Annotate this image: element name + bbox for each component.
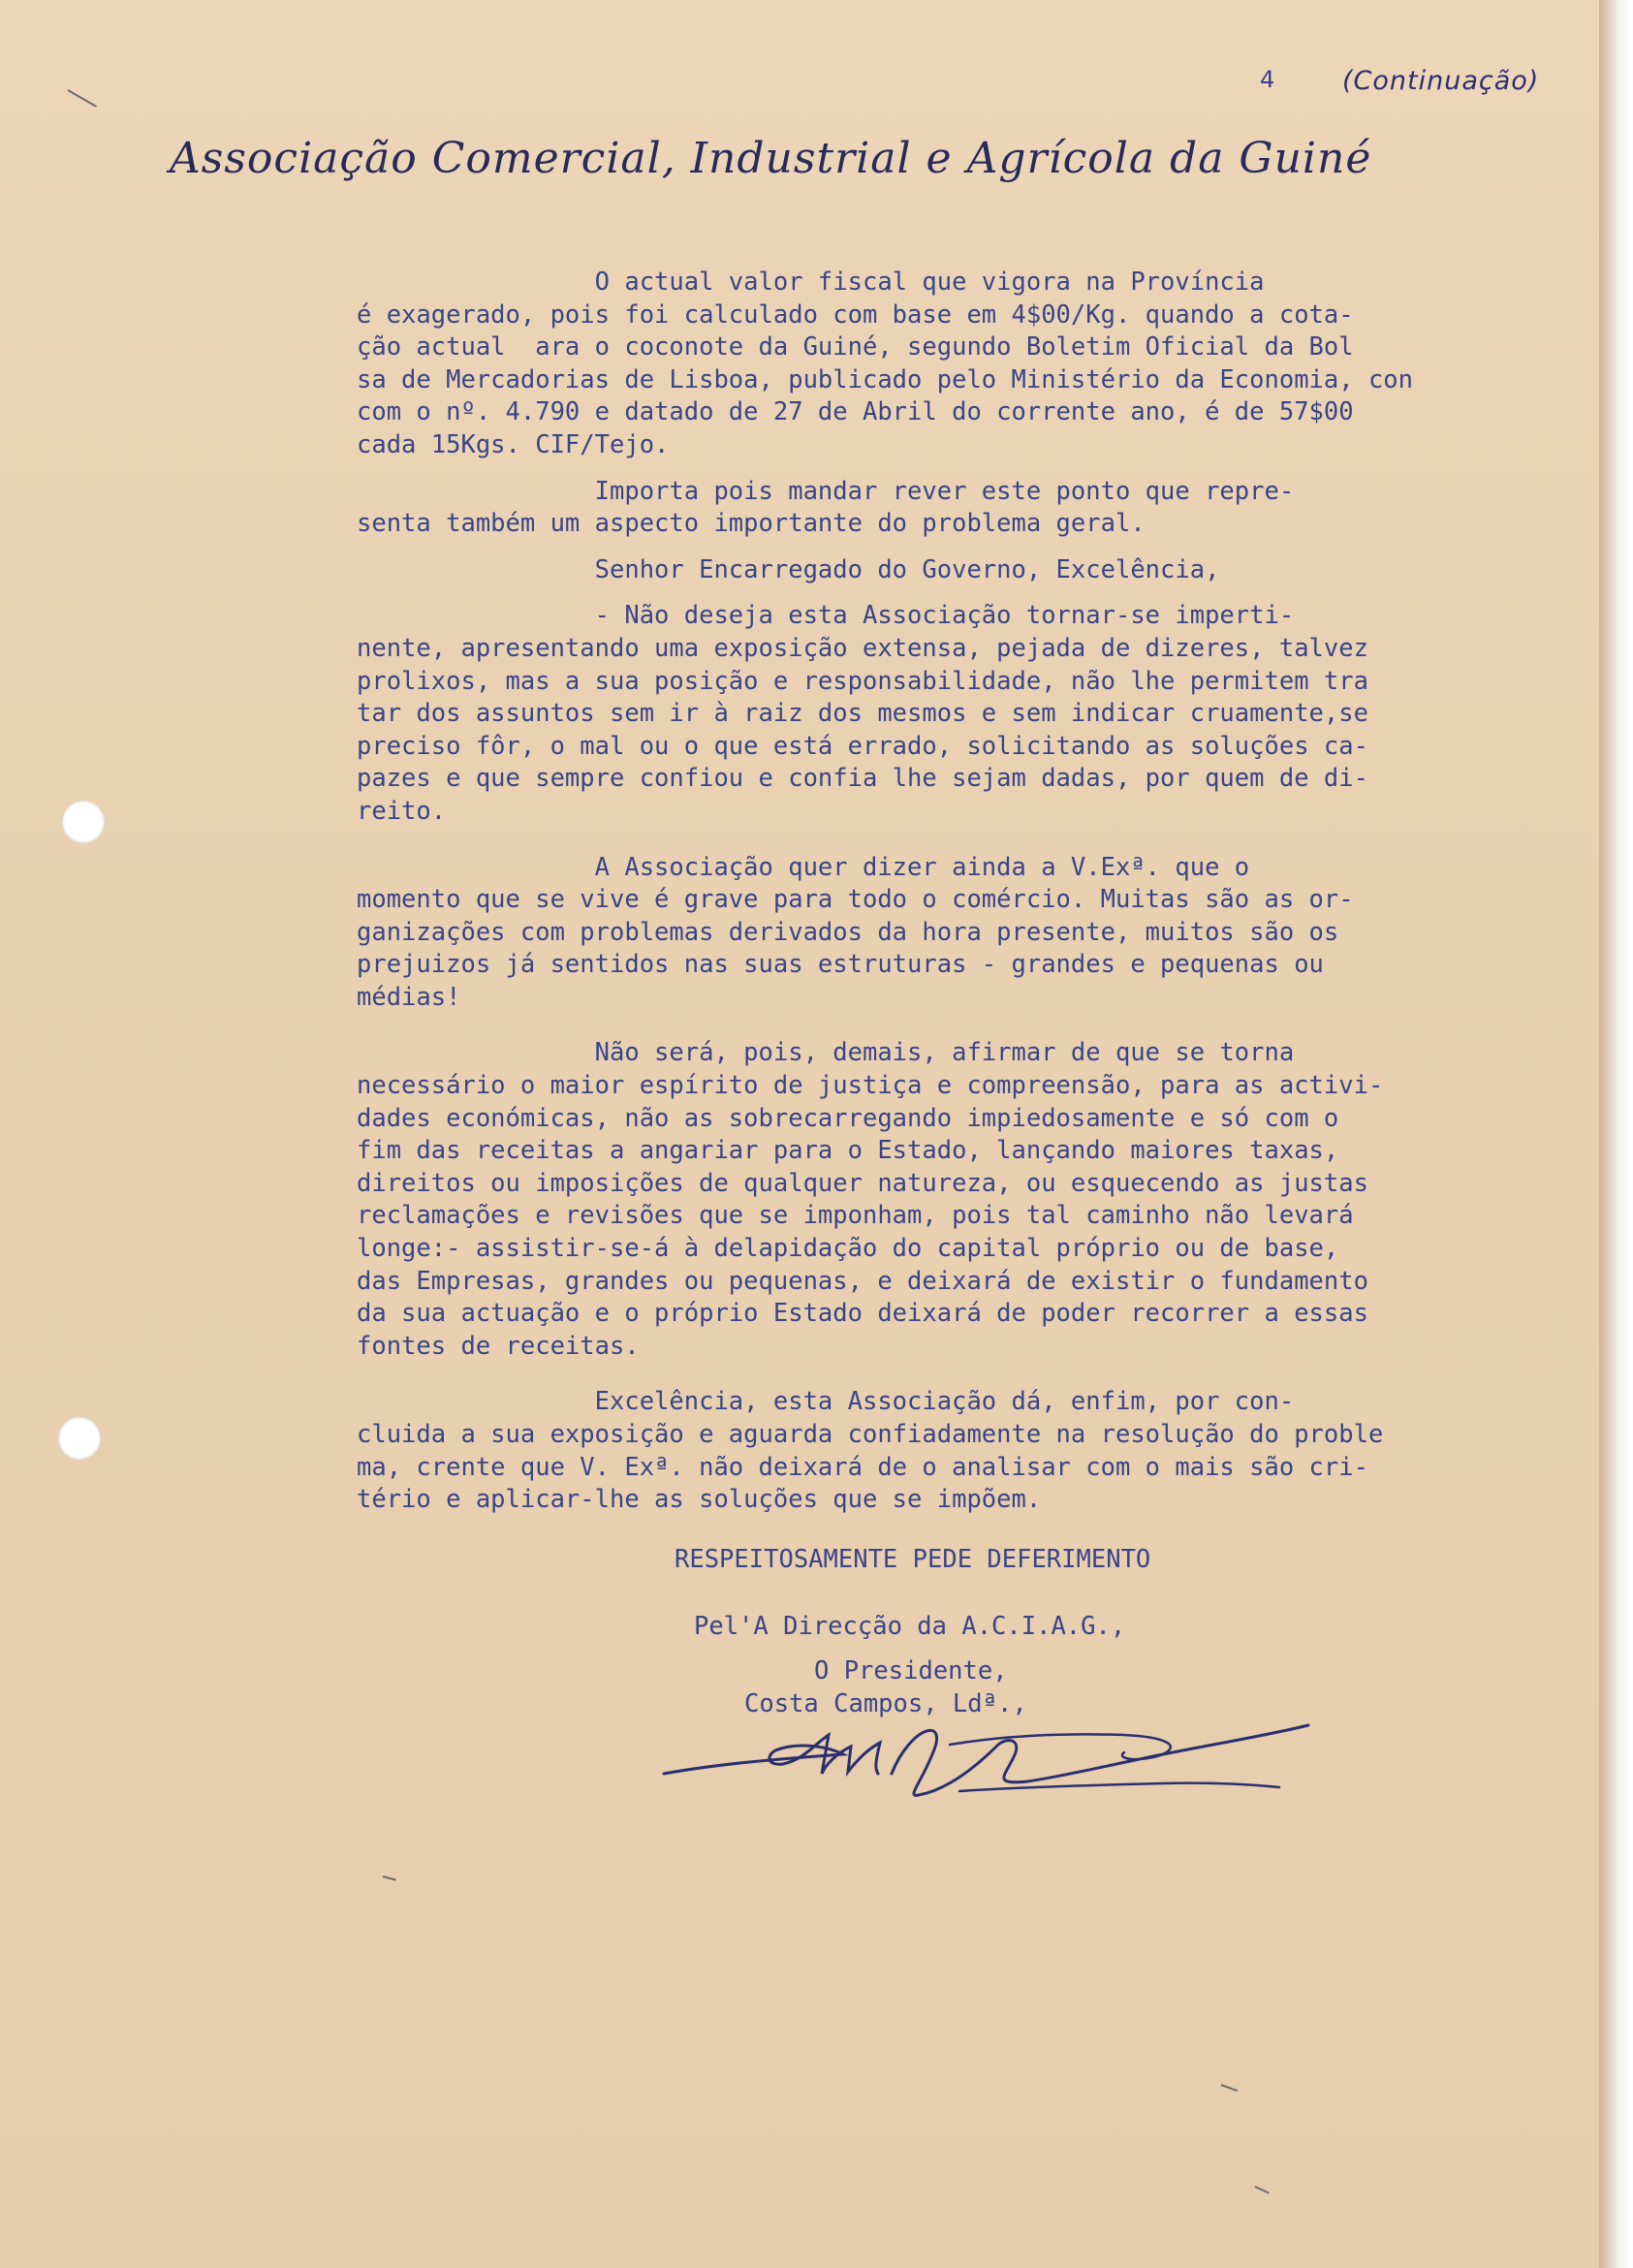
punch-hole <box>62 801 105 843</box>
text-line: médias! <box>357 982 461 1012</box>
text-line: ma, crente que V. Exª. não deixará de o analisar com o mais são cri- <box>357 1452 1368 1482</box>
text-line: tar dos assuntos sem ir à raiz dos mesmos e sem indicar cruamente,se <box>357 699 1368 729</box>
closing-block <box>357 1544 1568 1720</box>
text-line: dades económicas, não as sobrecarregando impiedosamente e só com o <box>357 1103 1339 1133</box>
closing-formula: RESPEITOSAMENTE PEDE DEFERIMENTO <box>675 1544 1151 1574</box>
president-title: O Presidente, <box>814 1655 1008 1685</box>
text-line: da sua actuação e o próprio Estado deixará de poder recorrer a essas <box>357 1299 1368 1329</box>
text-line: preciso fôr, o mal ou o que está errado, solicitando as soluções ca- <box>357 731 1368 761</box>
direction-line: Pel'A Direcção da A.C.I.A.G., <box>694 1612 1126 1642</box>
text-line: Importa pois mandar rever este ponto que repre- <box>357 476 1295 506</box>
text-line: necessário o maior espírito de justiça e compreensão, para as activi- <box>357 1071 1384 1101</box>
text-line: longe:- assistir-se-á à delapidação do capital próprio ou de base, <box>357 1234 1339 1264</box>
paragraph <box>357 1386 1568 1516</box>
text-line: O actual valor fiscal que vigora na Província <box>357 268 1265 297</box>
text-line: cluida a sua exposição e aguarda confiadamente na resolução do proble <box>357 1420 1384 1449</box>
text-line: sa de Mercadorias de Lisboa, publicado pelo Ministério da Economia, con <box>357 364 1414 394</box>
letterhead: Associação Comercial, Industrial e Agrícola da Guiné <box>170 134 1372 183</box>
paragraph <box>357 1037 1568 1363</box>
text-line: Não será, pois, demais, afirmar de que se torna <box>357 1038 1295 1068</box>
text-line: ganizações com problemas derivados da hora presente, muitos são os <box>357 917 1339 947</box>
signature <box>659 1706 1318 1812</box>
page-number: 4 <box>1260 66 1275 93</box>
page-edge <box>1599 0 1633 2268</box>
text-line: tério e aplicar-lhe as soluções que se impõem. <box>357 1485 1042 1515</box>
text-line: fim das receitas a angariar para o Estado, lançando maiores taxas, <box>357 1136 1339 1166</box>
punch-hole <box>58 1417 101 1460</box>
paragraph <box>357 852 1568 1015</box>
text-line: com o nº. 4.790 e datado de 27 de Abril do corrente ano, é de 57$00 <box>357 397 1354 427</box>
text-line: Senhor Encarregado do Governo, Excelência, <box>357 554 1220 584</box>
text-line: senta também um aspecto importante do problema geral. <box>357 509 1146 539</box>
text-line: nente, apresentando uma exposição extensa, pejada de dizeres, talvez <box>357 633 1368 663</box>
text-line: A Associação quer dizer ainda a V.Exª. que o <box>357 852 1250 882</box>
text-line: reito. <box>357 796 447 826</box>
text-line: prejuizos já sentidos nas suas estruturas - grandes e pequenas ou <box>357 950 1324 980</box>
text-line: é exagerado, pois foi calculado com base em 4$00/Kg. quando a cota- <box>357 299 1354 330</box>
text-line: cada 15Kgs. CIF/Tejo. <box>357 429 670 459</box>
text-line: das Empresas, grandes ou pequenas, e deixará de existir o fundamento <box>357 1266 1368 1296</box>
text-line: fontes de receitas. <box>357 1331 640 1361</box>
text-line: ção actual ara o coconote da Guiné, segundo Boletim Oficial da Bol <box>357 332 1354 362</box>
text-line: direitos ou imposições de qualquer natureza, ou esquecendo as justas <box>357 1168 1368 1198</box>
letter-body <box>357 267 1568 1720</box>
salutation <box>357 554 1568 587</box>
company-name: Costa Campos, Ldª., <box>744 1688 1027 1718</box>
text-line: - Não deseja esta Associação tornar-se imperti- <box>357 601 1295 631</box>
text-line: prolixos, mas a sua posição e responsabilidade, não lhe permitem tra <box>357 666 1368 696</box>
text-line: pazes e que sempre confiou e confia lhe sejam dadas, por quem de di- <box>357 764 1368 794</box>
paragraph <box>357 476 1568 541</box>
paragraph <box>357 267 1568 462</box>
text-line: momento que se vive é grave para todo o comércio. Muitas são as or- <box>357 885 1354 915</box>
text-line: Excelência, esta Associação dá, enfim, por con- <box>357 1387 1295 1417</box>
text-line: reclamações e revisões que se imponham, pois tal caminho não levará <box>357 1201 1354 1231</box>
continuation-note: (Continuação) <box>1342 66 1540 96</box>
paragraph <box>357 600 1568 828</box>
